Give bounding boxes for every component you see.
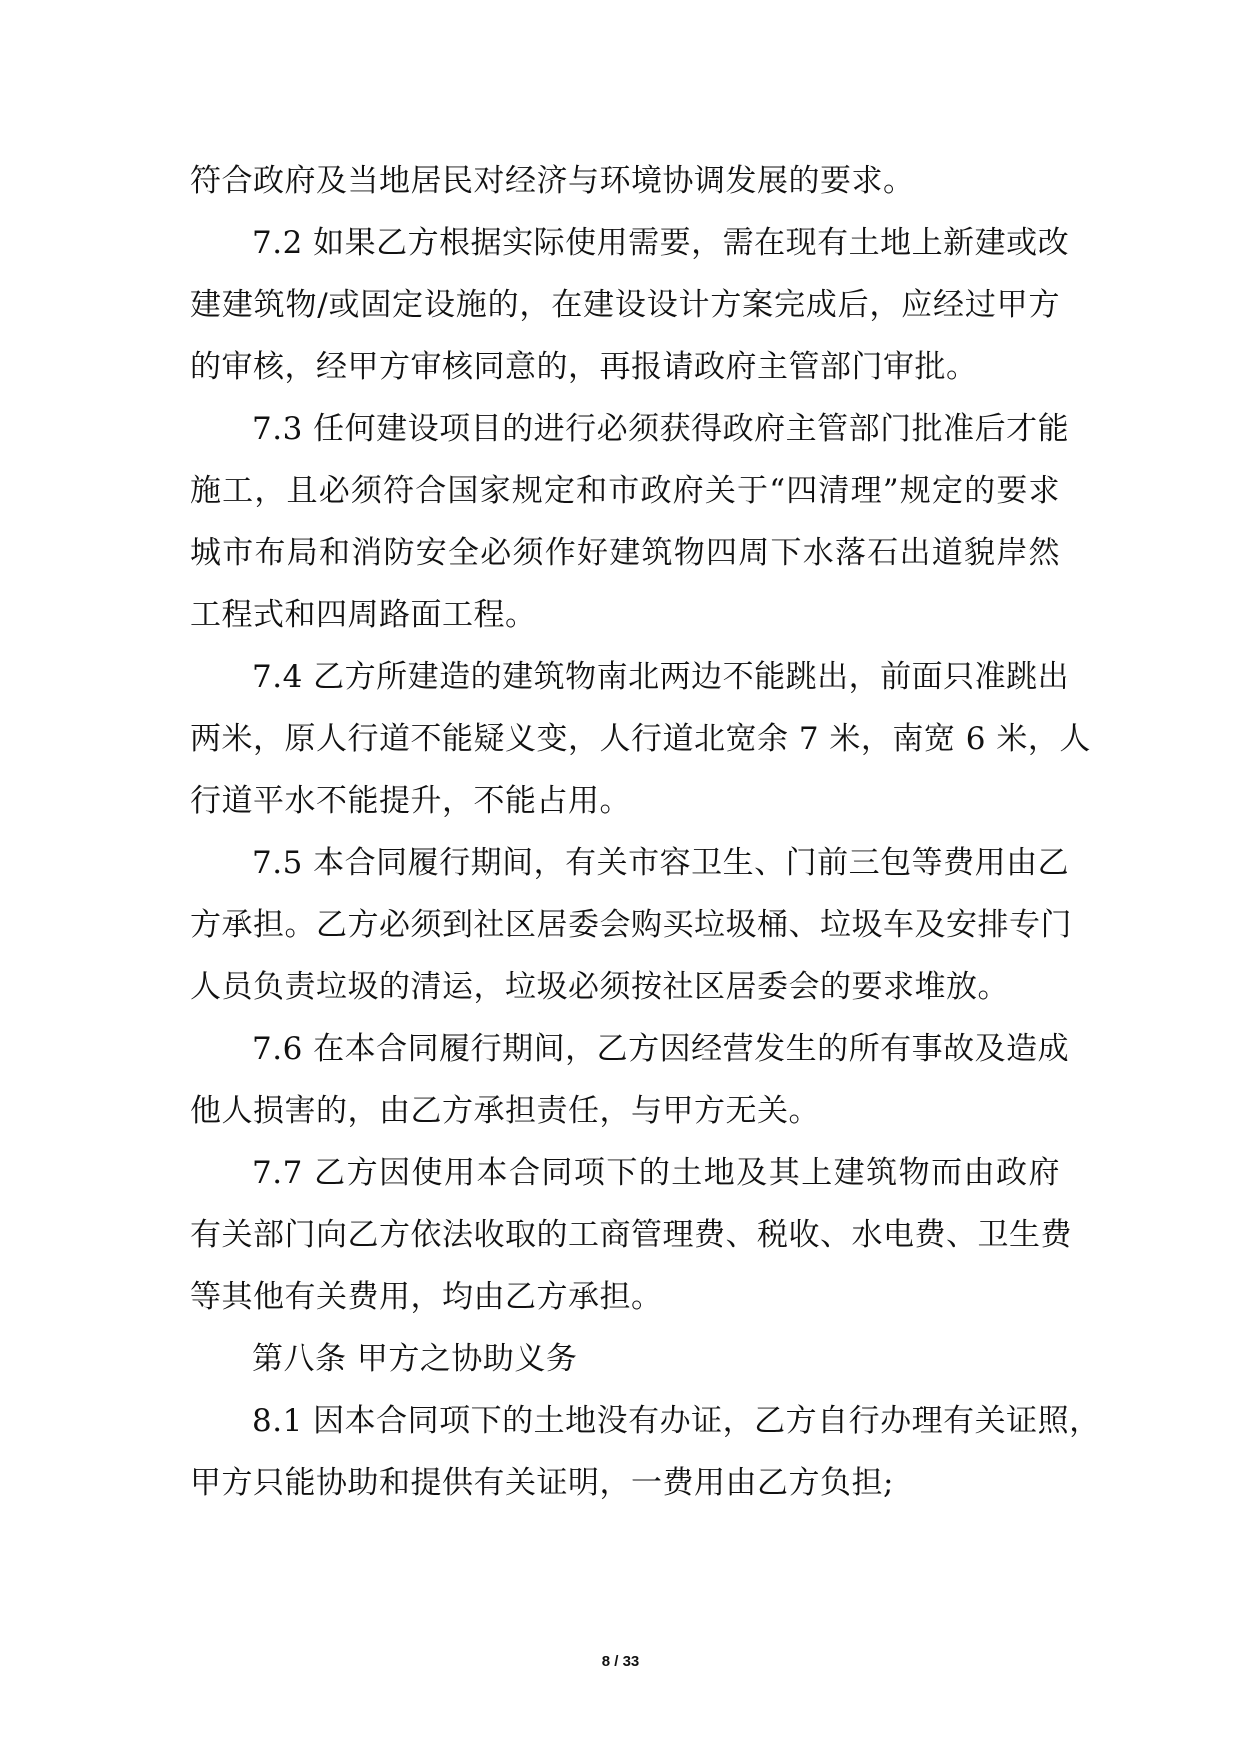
paragraph-line: 方承担。乙方必须到社区居委会购买垃圾桶、垃圾车及安排专门	[190, 907, 1072, 943]
document-body	[190, 150, 1101, 1514]
paragraph-line: 的审核，经甲方审核同意的，再报请政府主管部门审批。	[190, 349, 978, 385]
paragraph-line: 两米，原人行道不能疑义变，人行道北宽余 7 米，南宽 6 米，人	[190, 721, 1091, 757]
paragraph-line: 7.7 乙方因使用本合同项下的土地及其上建筑物而由政府	[252, 1155, 1060, 1191]
paragraph-line: 人员负责垃圾的清运，垃圾必须按社区居委会的要求堆放。	[190, 969, 1009, 1005]
paragraph-line: 施工，且必须符合国家规定和市政府关于“四清理”规定的要求	[190, 473, 1060, 509]
paragraph-line: 甲方只能协助和提供有关证明，一费用由乙方负担;	[190, 1465, 894, 1501]
page-number: 8 / 33	[601, 1653, 640, 1670]
paragraph-line: 城市布局和消防安全必须作好建筑物四周下水落石出道貌岸然	[190, 535, 1060, 571]
paragraph-line: 有关部门向乙方依法收取的工商管理费、税收、水电费、卫生费	[190, 1217, 1072, 1253]
section-heading: 第八条 甲方之协助义务	[252, 1341, 578, 1377]
paragraph-line: 他人损害的，由乙方承担责任，与甲方无关。	[190, 1093, 820, 1129]
paragraph-line: 建建筑物/或固定设施的，在建设设计方案完成后，应经过甲方	[190, 287, 1060, 323]
paragraph-line: 7.4 乙方所建造的建筑物南北两边不能跳出，前面只准跳出	[252, 659, 1070, 695]
paragraph-line: 7.5 本合同履行期间，有关市容卫生、门前三包等费用由乙	[252, 845, 1070, 881]
paragraph-line: 符合政府及当地居民对经济与环境协调发展的要求。	[190, 163, 915, 199]
paragraph-line: 等其他有关费用，均由乙方承担。	[190, 1279, 663, 1315]
paragraph-line: 7.3 任何建设项目的进行必须获得政府主管部门批准后才能	[252, 411, 1070, 447]
paragraph-line: 7.6 在本合同履行期间，乙方因经营发生的所有事故及造成	[252, 1031, 1070, 1067]
paragraph-line: 工程式和四周路面工程。	[190, 597, 537, 633]
paragraph-line: 7.2 如果乙方根据实际使用需要，需在现有土地上新建或改	[252, 225, 1070, 261]
paragraph-line: 8.1 因本合同项下的土地没有办证，乙方自行办理有关证照，	[252, 1403, 1101, 1439]
paragraph-line: 行道平水不能提升，不能占用。	[190, 783, 631, 819]
